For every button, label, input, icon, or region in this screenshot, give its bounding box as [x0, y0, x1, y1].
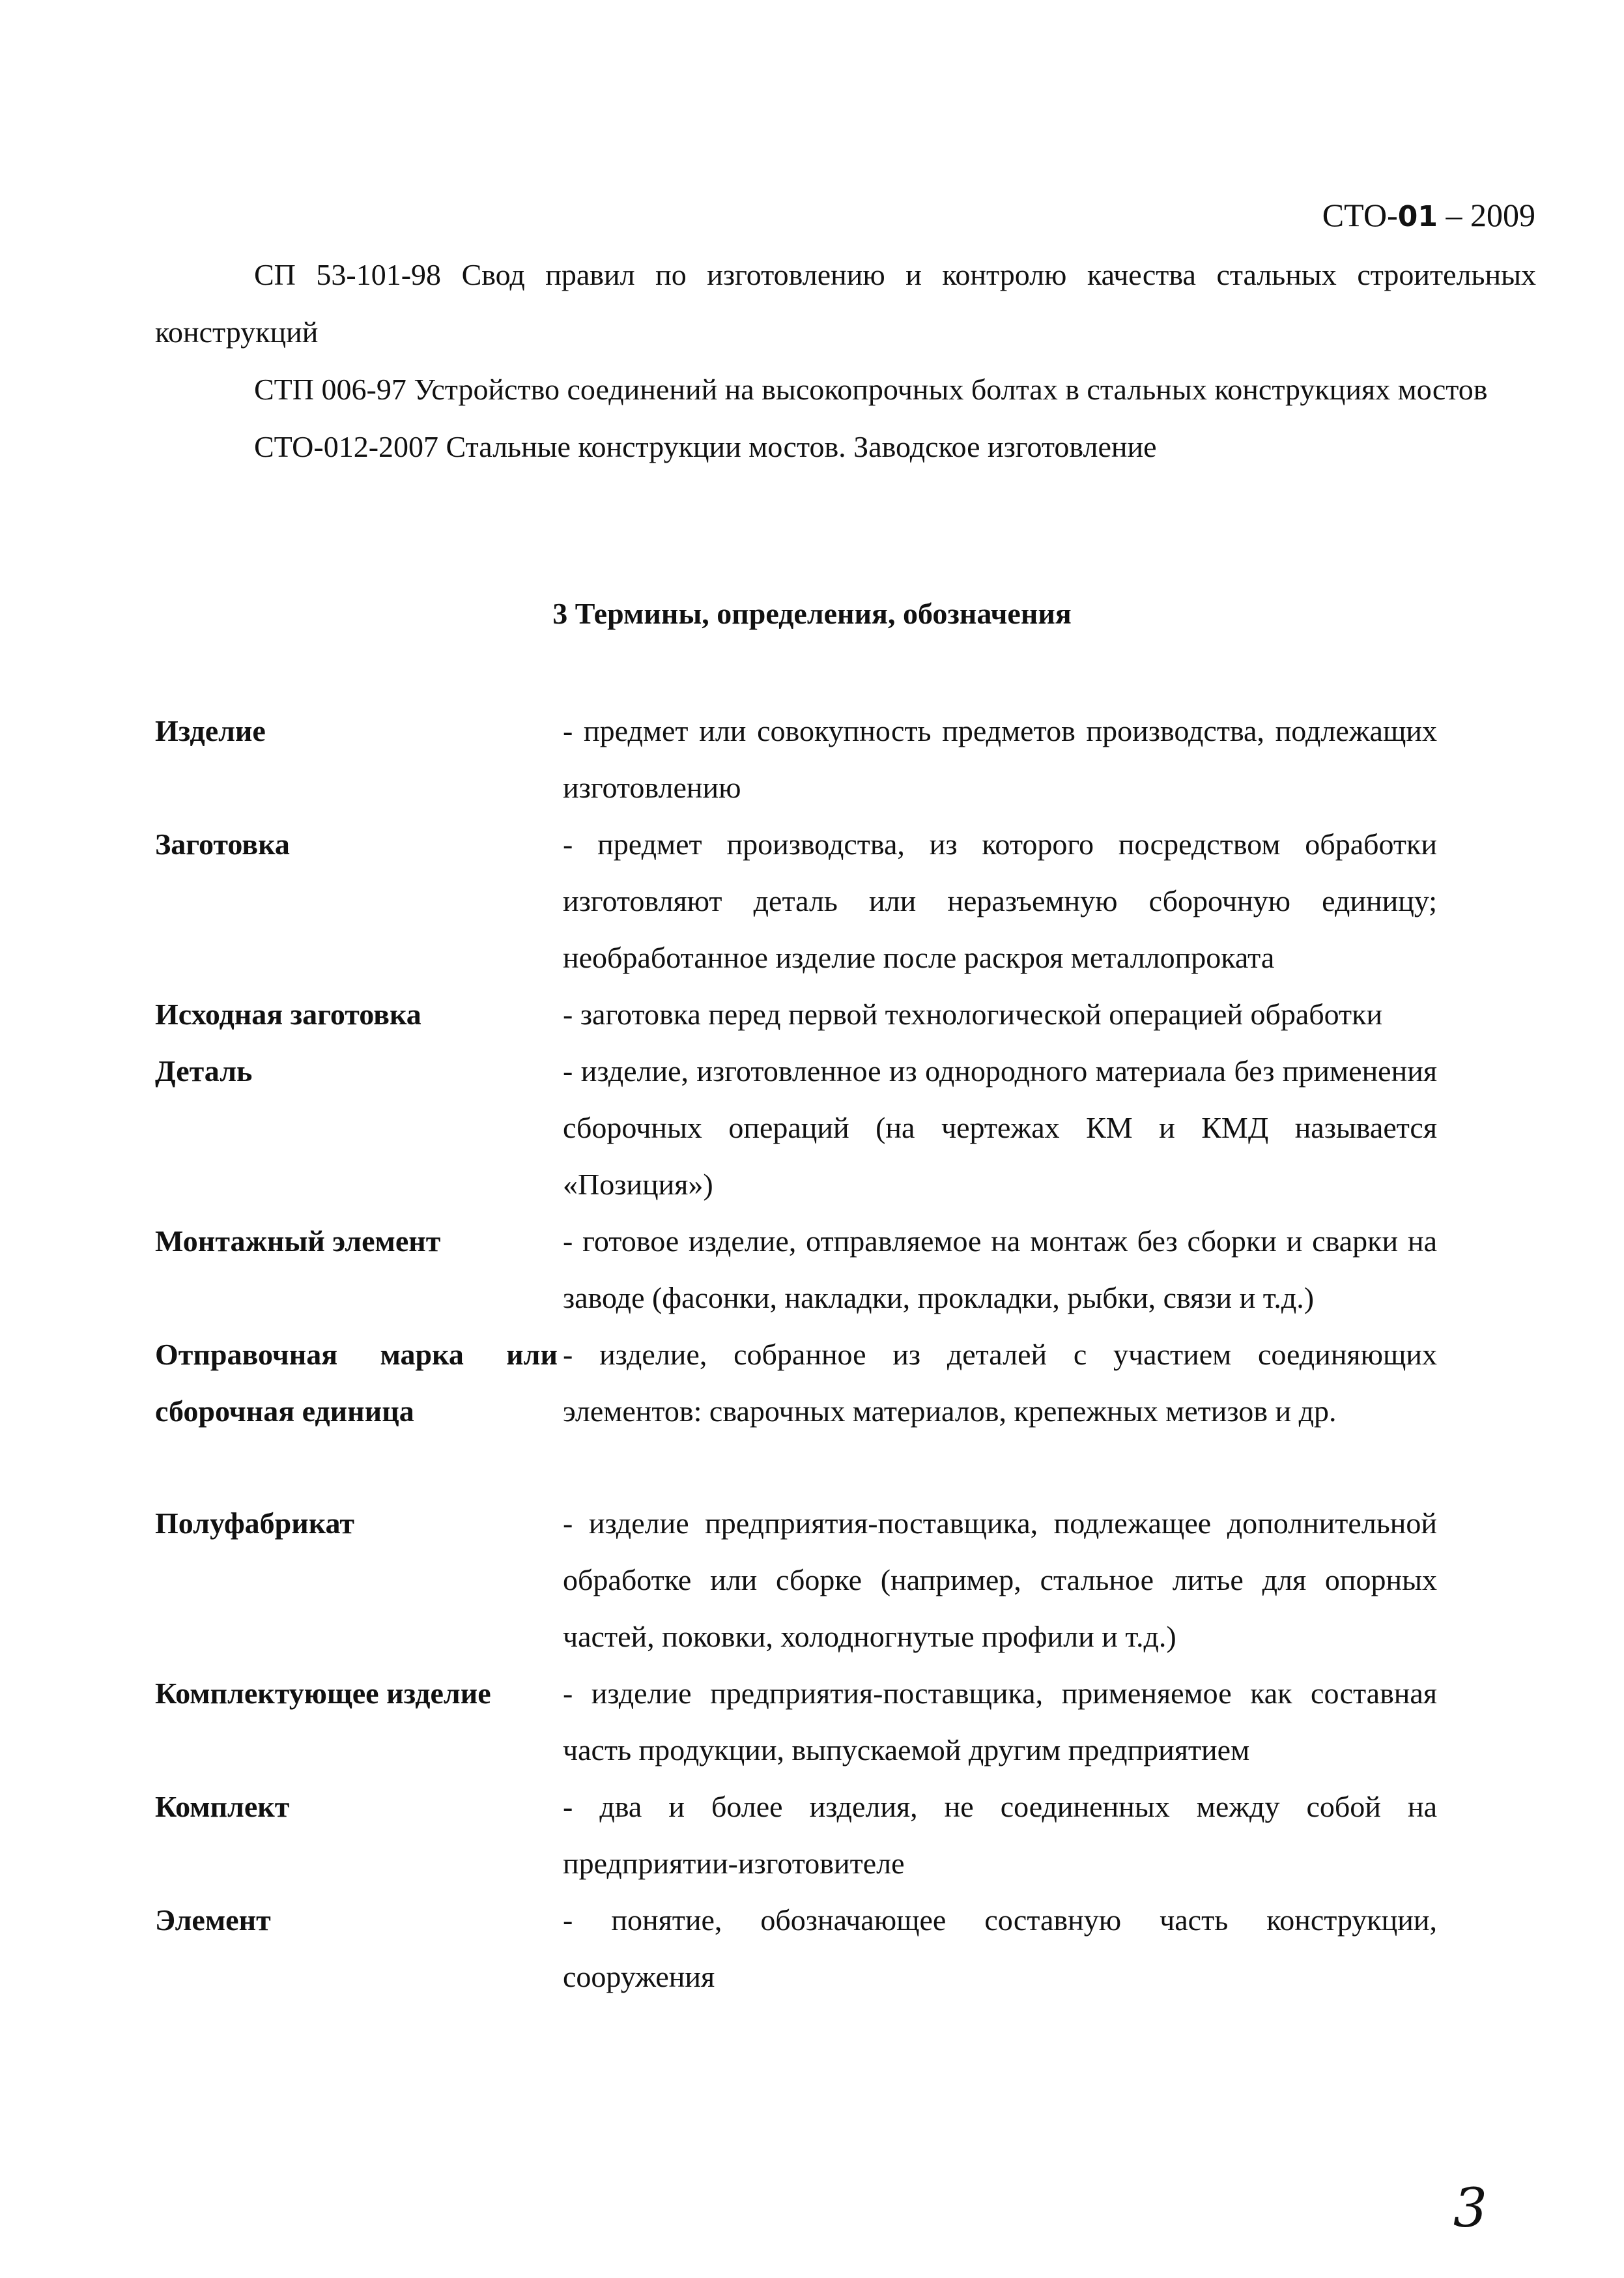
term-row: [155, 1495, 1497, 1665]
term-definition: - готовое изделие, отправляемое на монтаж без сборки и сварки на заводе (фасонки, накладки, прокладки, рыбки, связи и т.д.): [563, 1224, 1437, 1314]
page-number: 3: [1453, 2178, 1487, 2240]
term-definition: - два и более изделия, не соединенных между собой на предприятии-изготовителе: [563, 1790, 1437, 1880]
term-row: [155, 1665, 1497, 1778]
document-code: [1322, 195, 1535, 237]
term-row: [155, 1892, 1497, 2005]
reference-item: СТО-012-2007 Стальные конструкции мостов. Заводское изготовление: [254, 430, 1157, 463]
term-row: [155, 702, 1497, 816]
term-name: Исходная заготовка: [155, 998, 421, 1031]
term-definition: - заготовка перед первой технологической операцией обработки: [563, 998, 1383, 1031]
term-definition: - изделие, собранное из деталей с участием соединяющих элементов: сварочных материалов, крепежных метизов и др.: [563, 1338, 1437, 1428]
term-row: [155, 986, 1497, 1043]
term-name: Комплектующее изделие: [155, 1677, 491, 1710]
document-code-prefix: СТО-: [1322, 197, 1398, 233]
term-name: Изделие: [155, 714, 266, 747]
term-row: [155, 1778, 1497, 1892]
section-title: 3 Термины, определения, обозначения: [552, 597, 1072, 630]
term-row: [155, 1213, 1497, 1326]
term-name: Деталь: [155, 1054, 253, 1088]
term-name: Заготовка: [155, 828, 290, 861]
terms-list: [155, 702, 1497, 2005]
term-definition: - предмет или совокупность предметов производства, подлежащих изготовлению: [563, 714, 1437, 804]
reference-item: СТП 006-97 Устройство соединений на высокопрочных болтах в стальных конструкциях мостов: [254, 373, 1488, 406]
reference-item: СП 53-101-98 Свод правил по изготовлению и контролю качества стальных строительных конструкций: [155, 258, 1536, 349]
term-definition: - изделие, изготовленное из однородного материала без применения сборочных операций (на чертежах КМ и КМД называется «Позиция»): [563, 1054, 1437, 1201]
normative-references: [155, 246, 1536, 476]
term-definition: - изделие предприятия-поставщика, применяемое как составная часть продукции, выпускаемой другим предприятием: [563, 1677, 1437, 1766]
document-code-number: 01: [1397, 200, 1438, 233]
term-row: [155, 816, 1497, 986]
term-definition: - понятие, обозначающее составную часть конструкции, сооружения: [563, 1903, 1437, 1993]
document-code-year: – 2009: [1438, 197, 1535, 233]
term-definition: - изделие предприятия-поставщика, подлежащее дополнительной обработке или сборке (например, стальное литье для опорных частей, поковки, холодногнутые профили и т.д.): [563, 1507, 1437, 1653]
term-name: Отправочная марка или сборочная единица: [155, 1338, 558, 1428]
term-definition: - предмет производства, из которого посредством обработки изготовляют деталь или неразъемную сборочную единицу; необработанное изделие после раскроя металлопроката: [563, 828, 1437, 974]
term-name: Элемент: [155, 1903, 271, 1937]
term-row: [155, 1326, 1497, 1439]
term-name: Полуфабрикат: [155, 1507, 354, 1540]
term-name: Комплект: [155, 1790, 290, 1823]
term-row: [155, 1043, 1497, 1213]
term-name: Монтажный элемент: [155, 1224, 441, 1258]
